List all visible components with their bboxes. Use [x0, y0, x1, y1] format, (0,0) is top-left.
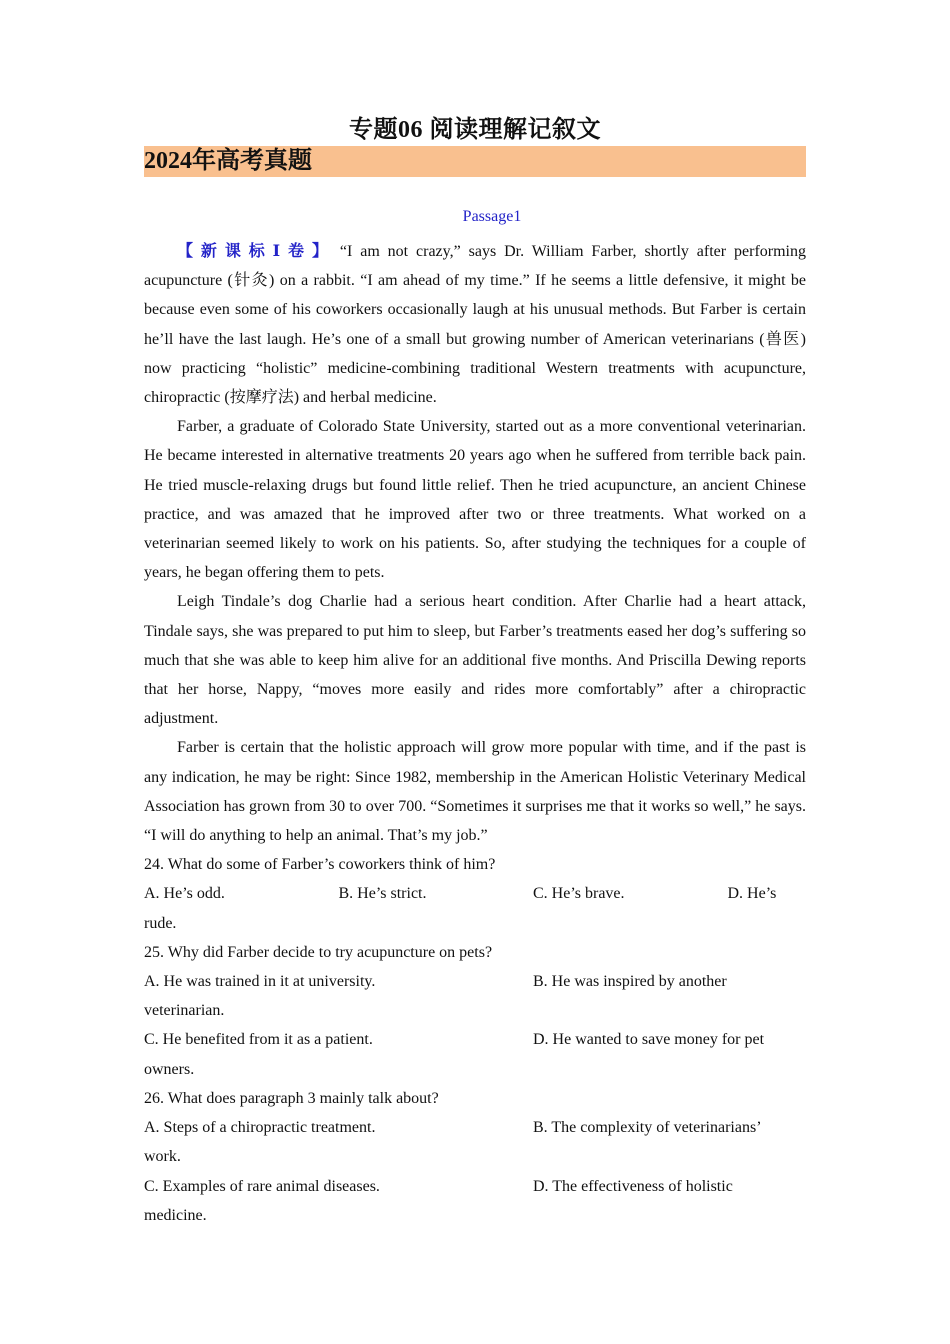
document-title: 专题06 阅读理解记叙文 — [349, 117, 601, 143]
option-c: C. Examples of rare animal diseases. — [144, 1177, 380, 1195]
paragraph-1-text: “I am not crazy,” says Dr. William Farber, shortly after performing acupuncture (针灸) on a rabbit. “I am ahead of my time.” If he seems a little defensive, it might be because even some of his coworkers occasionally laugh at his unusual methods. But Farber is certain he’ll have the last laugh. He’s one of a small but growing number of American veterinarians (兽医) now practicing “holistic” medicine-combining traditional Western treatments with acupuncture, chiropractic (按摩疗法) and herbal medicine. — [144, 243, 806, 407]
question-25 — [144, 938, 806, 1084]
option-d: D. He’s — [727, 885, 777, 903]
source-tag: 【新课标Ⅰ卷】 — [177, 243, 336, 260]
option-b-wrap: veterinarian. — [144, 1002, 225, 1020]
question-stem: 26. What does paragraph 3 mainly talk about? — [144, 1089, 439, 1107]
paragraph-1 — [144, 237, 806, 412]
option-d: D. The effectiveness of holistic — [533, 1177, 733, 1195]
option-a: A. He’s odd. — [144, 885, 225, 903]
option-b: B. He was inspired by another — [533, 973, 727, 991]
option-d: D. He wanted to save money for pet — [533, 1031, 765, 1049]
option-d-wrap: medicine. — [144, 1206, 207, 1224]
question-options — [144, 879, 806, 937]
question-stem: 25. Why did Farber decide to try acupuncture on pets? — [144, 943, 493, 961]
question-26 — [144, 1084, 806, 1230]
option-d-wrap: owners. — [144, 1060, 195, 1078]
option-b: B. He’s strict. — [338, 885, 427, 903]
paragraph-3: Leigh Tindale’s dog Charlie had a serious heart condition. After Charlie had a heart attack, Tindale says, she was prepared to put him to sleep, but Farber’s treatments eased her dog’s suffering so much that she was able to keep him alive for an additional five months. And Priscilla Dewing reports that her horse, Nappy, “moves more easily and rides more comfortably” after a chiropractic adjustment. — [144, 593, 806, 728]
document-page — [144, 114, 806, 1230]
option-d-wrap: rude. — [144, 914, 177, 932]
option-c: C. He benefited from it as a patient. — [144, 1031, 373, 1049]
option-a: A. Steps of a chiropractic treatment. — [144, 1119, 376, 1137]
paragraph-4: Farber is certain that the holistic approach will grow more popular with time, and if the past is any indication, he may be right: Since 1982, membership in the American Holistic Veterinary Medical Association has grown from 30 to over 700. “Sometimes it surprises me that it works so well,” he says. “I will do anything to help an animal. That’s my job.” — [144, 739, 806, 845]
option-a: A. He was trained in it at university. — [144, 973, 376, 991]
passage-label: Passage1 — [462, 208, 522, 225]
option-b: B. The complexity of veterinarians’ — [533, 1119, 762, 1137]
paragraph-2: Farber, a graduate of Colorado State University, started out as a more conventional veterinarian. He became interested in alternative treatments 20 years ago when he suffered from terrible back pain. He tried muscle-relaxing drugs but found little relief. Then he tried acupuncture, an ancient Chinese practice, and was amazed that he improved after two or three treatments. What worked on a veterinarian seemed likely to work on his patients. So, after studying the techniques for a couple of years, he began offering them to pets. — [144, 418, 806, 582]
question-options — [144, 967, 806, 1084]
option-c: C. He’s brave. — [533, 885, 625, 903]
question-stem: 24. What do some of Farber’s coworkers think of him? — [144, 856, 496, 874]
question-24 — [144, 850, 806, 938]
question-options — [144, 1113, 806, 1230]
option-b-wrap: work. — [144, 1148, 181, 1166]
section-heading: 2024年高考真题 — [144, 146, 806, 177]
